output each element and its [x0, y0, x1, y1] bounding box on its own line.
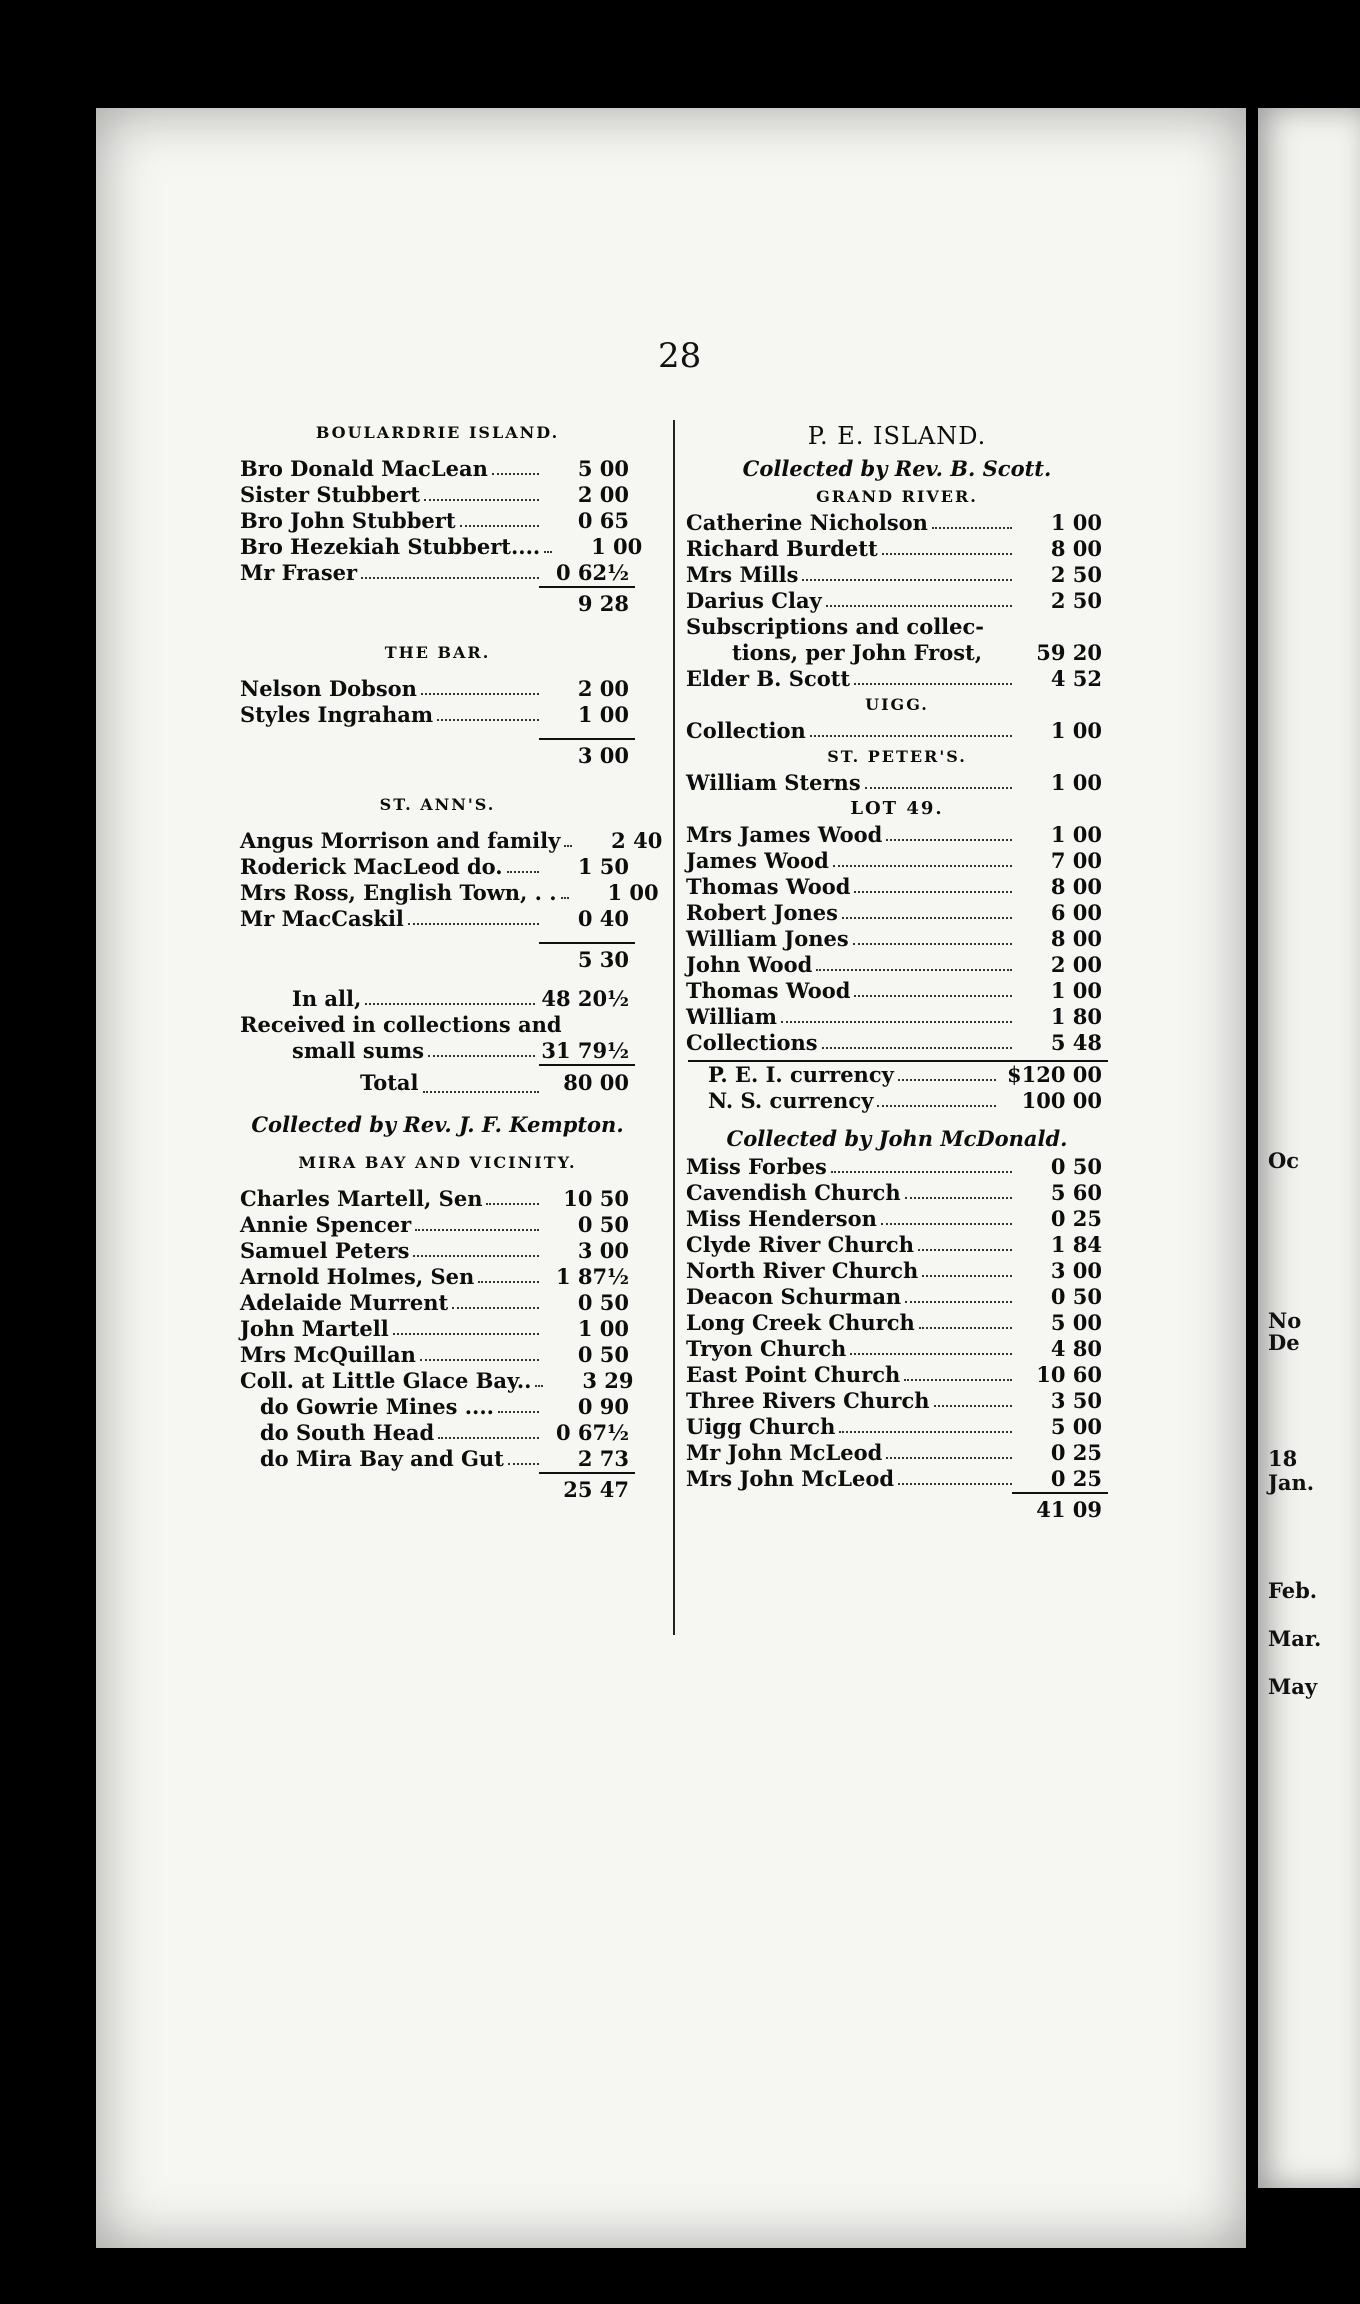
item-name: Adelaide Murrent: [240, 1290, 449, 1315]
item-name: Arnold Holmes, Sen: [240, 1264, 475, 1289]
item-amount: 7 00: [1050, 848, 1102, 873]
list-item: [240, 456, 635, 482]
list-item: [686, 536, 1108, 562]
subscriptions-row: [686, 614, 1108, 640]
item-name: Miss Henderson: [686, 1206, 877, 1231]
item-name: Samuel Peters: [240, 1238, 410, 1263]
list-item: [240, 560, 635, 586]
item-name: Thomas Wood: [686, 978, 851, 1003]
item-amount: 0 65: [577, 508, 629, 533]
item-name: North River Church: [686, 1258, 919, 1283]
item-name: do South Head: [260, 1420, 435, 1445]
item-amount: 0 25: [1050, 1466, 1102, 1491]
section-heading: MIRA BAY AND VICINITY.: [298, 1153, 577, 1172]
item-name: James Wood: [686, 848, 829, 873]
st-anns-list: [240, 828, 663, 932]
received-row-2: [240, 1038, 635, 1064]
list-item: [240, 676, 635, 702]
collector-line: Collected by Rev. B. Scott.: [742, 456, 1052, 481]
side-fragment: Oc: [1268, 1148, 1300, 1173]
section-heading: BOULARDRIE ISLAND.: [315, 423, 560, 442]
item-name: John Martell: [240, 1316, 389, 1341]
subscriptions-label: Subscriptions and collec-: [686, 614, 985, 639]
item-amount: 1 87½: [555, 1264, 629, 1289]
item-name: Mr John McLeod: [686, 1440, 883, 1465]
in-all-amount: 48 20½: [541, 986, 629, 1011]
item-amount: 4 52: [1050, 666, 1102, 691]
item-amount: 2 00: [577, 676, 629, 701]
list-item: [240, 1316, 635, 1342]
item-amount: 3 29: [582, 1368, 634, 1393]
list-item: [686, 978, 1108, 1004]
item-name: Nelson Dobson: [240, 676, 417, 701]
item-amount: 4 80: [1050, 1336, 1102, 1361]
item-amount: 2 40: [611, 828, 663, 853]
side-fragment: Jan.: [1268, 1470, 1315, 1495]
item-amount: 8 00: [1050, 874, 1102, 899]
list-item: [240, 1420, 635, 1446]
item-name: Richard Burdett: [686, 536, 878, 561]
list-item: [686, 588, 1108, 614]
list-item: [240, 1212, 635, 1238]
item-amount: 1 00: [1050, 510, 1102, 535]
subtotal: [240, 588, 635, 620]
list-item: [686, 848, 1108, 874]
item-name: Styles Ingraham: [240, 702, 434, 727]
ns-currency-row: [686, 1088, 1108, 1114]
item-amount: 0 50: [577, 1290, 629, 1315]
item-name: Coll. at Little Glace Bay..: [240, 1368, 532, 1393]
pei-currency-row: [686, 1062, 1108, 1088]
item-amount: 1 00: [591, 534, 643, 559]
item-amount: 8 00: [1050, 926, 1102, 951]
list-item: [686, 1004, 1108, 1030]
item-amount: 5 00: [1050, 1310, 1102, 1335]
item-name: Bro Hezekiah Stubbert....: [240, 534, 541, 559]
list-item: [686, 926, 1108, 952]
list-item: [686, 1440, 1108, 1466]
item-name: William: [686, 1004, 777, 1029]
item-name: Annie Spencer: [240, 1212, 412, 1237]
item-amount: 0 40: [577, 906, 629, 931]
received-label-2: small sums: [292, 1038, 425, 1063]
subscriptions-label-2: tions, per John Frost,: [732, 640, 983, 665]
item-amount: 1 00: [1050, 770, 1102, 795]
side-fragment: Feb.: [1268, 1578, 1318, 1603]
st-peters-list: [686, 770, 1108, 796]
item-name: Uigg Church: [686, 1414, 836, 1439]
item-amount: 1 00: [607, 880, 659, 905]
item-name: Miss Forbes: [686, 1154, 827, 1179]
item-amount: 5 00: [1050, 1414, 1102, 1439]
list-item: [686, 1030, 1108, 1056]
the-bar-list: [240, 676, 635, 728]
list-item: [686, 510, 1108, 536]
grand-river-list: [686, 510, 1108, 614]
subscriptions-row-2: [686, 640, 1108, 666]
side-fragment: De: [1268, 1330, 1300, 1355]
item-amount: 1 80: [1050, 1004, 1102, 1029]
list-item: [240, 906, 635, 932]
subtotal-value: 9 28: [577, 591, 629, 616]
item-amount: 0 50: [577, 1342, 629, 1367]
item-name: Mr Fraser: [240, 560, 358, 585]
subtotal-value: 3 00: [577, 743, 629, 768]
list-item: [686, 562, 1108, 588]
item-amount: 2 50: [1050, 562, 1102, 587]
item-name: Elder B. Scott: [686, 666, 851, 691]
item-name: Mrs Mills: [686, 562, 799, 587]
list-item: [686, 1180, 1108, 1206]
item-amount: 5 00: [577, 456, 629, 481]
item-amount: 0 50: [1050, 1154, 1102, 1179]
item-name: William Jones: [686, 926, 849, 951]
item-name: John Wood: [686, 952, 813, 977]
item-name: Three Rivers Church: [686, 1388, 930, 1413]
boularderie-list: [240, 456, 643, 586]
item-name: Bro John Stubbert: [240, 508, 456, 533]
total-row: [240, 1066, 635, 1100]
item-amount: 0 50: [577, 1212, 629, 1237]
item-name: William Sterns: [686, 770, 861, 795]
item-name: Collections: [686, 1030, 818, 1055]
received-label: Received in collections and: [240, 1012, 562, 1037]
received-row: [240, 1012, 635, 1038]
item-name: Mr MacCaskil: [240, 906, 404, 931]
item-amount: 5 48: [1050, 1030, 1102, 1055]
item-amount: 8 00: [1050, 536, 1102, 561]
list-item: [686, 1232, 1108, 1258]
adjacent-page-edge: [1258, 108, 1360, 2188]
item-name: Angus Morrison and family: [240, 828, 561, 853]
subtotal: [240, 740, 635, 772]
item-name: Roderick MacLeod do.: [240, 854, 503, 879]
list-item: [686, 1310, 1108, 1336]
total-label: Total: [360, 1070, 419, 1095]
list-item: [686, 952, 1108, 978]
list-item: [686, 666, 1108, 692]
list-item: [686, 1466, 1108, 1492]
item-name: Thomas Wood: [686, 874, 851, 899]
list-item: [686, 1414, 1108, 1440]
item-name: Collection: [686, 718, 806, 743]
item-name: Darius Clay: [686, 588, 822, 613]
item-amount: 10 60: [1036, 1362, 1102, 1387]
side-fragment: No: [1268, 1308, 1302, 1333]
item-name: East Point Church: [686, 1362, 901, 1387]
section-heading: GRAND RIVER.: [816, 487, 978, 506]
item-amount: 1 00: [1050, 718, 1102, 743]
received-amount: 31 79½: [541, 1038, 629, 1063]
item-amount: 1 50: [577, 854, 629, 879]
item-amount: 2 00: [577, 482, 629, 507]
pei-currency-amount: $120 00: [1007, 1062, 1102, 1087]
list-item: [686, 822, 1108, 848]
list-item: [240, 854, 635, 880]
list-item: [686, 718, 1108, 744]
subtotal: [686, 1494, 1108, 1526]
list-item: [240, 1290, 635, 1316]
list-item: [240, 702, 635, 728]
list-item: [240, 1342, 635, 1368]
item-amount: 5 60: [1050, 1180, 1102, 1205]
item-name: Mrs Ross, English Town, . .: [240, 880, 557, 905]
subscriptions-amount: 59 20: [1036, 640, 1102, 665]
list-item: [240, 828, 663, 854]
item-amount: 2 50: [1050, 588, 1102, 613]
item-name: Robert Jones: [686, 900, 838, 925]
item-name: Sister Stubbert: [240, 482, 421, 507]
item-name: Cavendish Church: [686, 1180, 901, 1205]
section-heading: THE BAR.: [384, 643, 491, 662]
list-item: [686, 770, 1108, 796]
section-heading: ST. PETER'S.: [827, 747, 967, 766]
item-name: do Mira Bay and Gut: [260, 1446, 504, 1471]
list-item: [686, 874, 1108, 900]
item-name: Tryon Church: [686, 1336, 847, 1361]
item-amount: 6 00: [1050, 900, 1102, 925]
subtotal-value: 5 30: [577, 947, 629, 972]
item-name: Mrs McQuillan: [240, 1342, 416, 1367]
lot-49-list: [686, 822, 1108, 1056]
item-amount: 2 73: [577, 1446, 629, 1471]
in-all-label: In all,: [292, 986, 362, 1011]
item-amount: 0 25: [1050, 1206, 1102, 1231]
item-amount: 2 00: [1050, 952, 1102, 977]
list-item: [686, 1206, 1108, 1232]
mira-bay-list: [240, 1186, 635, 1472]
side-fragment: May: [1268, 1674, 1318, 1699]
item-name: Clyde River Church: [686, 1232, 914, 1257]
total-amount: 80 00: [563, 1070, 629, 1095]
item-name: do Gowrie Mines ....: [260, 1394, 494, 1419]
item-amount: 0 67½: [555, 1420, 629, 1445]
item-amount: 1 00: [577, 1316, 629, 1341]
pei-currency-label: P. E. I. currency: [708, 1062, 894, 1087]
left-column: [240, 420, 663, 1506]
list-item: [240, 1368, 635, 1394]
list-item: [240, 1238, 635, 1264]
in-all-row: [240, 986, 635, 1012]
list-item: [240, 508, 635, 534]
item-name: Long Creek Church: [686, 1310, 915, 1335]
list-item: [240, 1394, 635, 1420]
item-amount: 3 50: [1050, 1388, 1102, 1413]
bleed-through-text: [230, 1620, 1110, 1880]
item-name: Bro Donald MacLean: [240, 456, 488, 481]
item-amount: 0 62½: [555, 560, 629, 585]
item-name: Mrs John McLeod: [686, 1466, 895, 1491]
item-amount: 0 25: [1050, 1440, 1102, 1465]
item-amount: 1 00: [577, 702, 629, 727]
list-item: [686, 1388, 1108, 1414]
collector-line: Collected by Rev. J. F. Kempton.: [251, 1112, 624, 1137]
list-item: [240, 1446, 635, 1472]
item-amount: 1 00: [1050, 978, 1102, 1003]
section-title: P. E. ISLAND.: [807, 422, 987, 450]
right-column: [686, 418, 1108, 1526]
uigg-list: [686, 718, 1108, 744]
item-amount: 0 90: [577, 1394, 629, 1419]
section-heading: ST. ANN'S.: [379, 795, 496, 814]
mcdonald-list: [686, 1154, 1108, 1492]
list-item: [240, 880, 659, 906]
subtotal-value: 25 47: [563, 1477, 629, 1502]
item-amount: 1 00: [1050, 822, 1102, 847]
subtotal-value: 41 09: [1036, 1497, 1102, 1522]
list-item: [240, 1264, 635, 1290]
list-item: [686, 1362, 1108, 1388]
list-item: [240, 534, 643, 560]
ns-currency-amount: 100 00: [1021, 1088, 1102, 1113]
item-name: Deacon Schurman: [686, 1284, 902, 1309]
list-item: [686, 1336, 1108, 1362]
section-heading: UIGG.: [865, 695, 929, 714]
list-item: [240, 482, 635, 508]
item-amount: 1 84: [1050, 1232, 1102, 1257]
item-amount: 0 50: [1050, 1284, 1102, 1309]
side-fragment: 18: [1268, 1446, 1298, 1471]
list-item: [686, 1258, 1108, 1284]
list-item: [686, 1284, 1108, 1310]
item-name: Catherine Nicholson: [686, 510, 928, 535]
subtotal: [240, 1474, 635, 1506]
subtotal: [240, 944, 635, 976]
section-heading: LOT 49.: [850, 798, 944, 819]
list-item: [686, 1154, 1108, 1180]
item-amount: 10 50: [563, 1186, 629, 1211]
side-fragment: Mar.: [1268, 1626, 1322, 1651]
item-amount: 3 00: [577, 1238, 629, 1263]
list-item: [240, 1186, 635, 1212]
collector-line: Collected by John McDonald.: [726, 1126, 1068, 1151]
ns-currency-label: N. S. currency: [708, 1088, 874, 1113]
item-name: Charles Martell, Sen: [240, 1186, 483, 1211]
column-divider: [673, 420, 675, 1635]
item-amount: 3 00: [1050, 1258, 1102, 1283]
item-name: Mrs James Wood: [686, 822, 883, 847]
page-number: 28: [658, 336, 702, 376]
list-item: [686, 900, 1108, 926]
